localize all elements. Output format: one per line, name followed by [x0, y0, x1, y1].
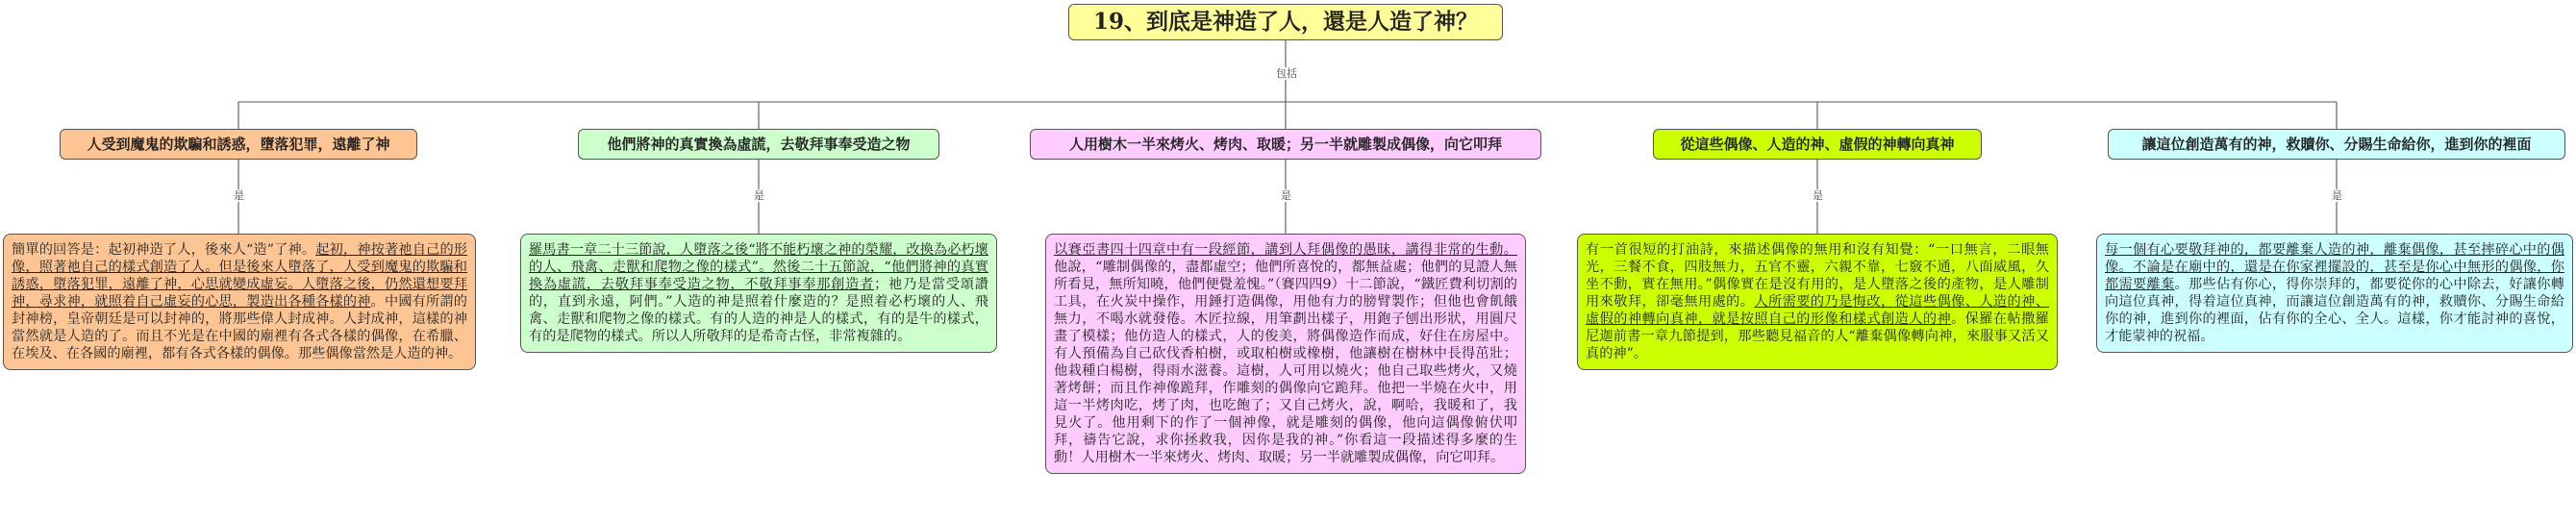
branch-4-detail-text-2: 人所需要的乃是悔改，從這些偶像、人造的神、虛假的神轉向真神，就是按照自己的形像和樣式創造人的神: [1586, 294, 2049, 327]
detail-connector-label-3: 是: [1281, 189, 1291, 202]
branch-4-topic: 從這些偶像、人造的神、虛假的神轉向真神: [1653, 129, 1982, 160]
central-topic: 19、到底是神造了人，還是人造了神？: [1068, 4, 1503, 40]
branch-5-detail: [2096, 234, 2573, 353]
detail-connector-label-4: 是: [1813, 189, 1823, 202]
branch-1-detail-text-2: 起初，神按著祂自己的形像，照著祂自己的樣式創造了人。但是後來人墮落了，人受到魔鬼的欺騙和誘惑，墮落犯罪，遠離了神，心思就變成虛妄。人墮落之後，仍然還想要拜神，尋求神，就照着自己虛妄的心思，製造出各種各樣的神: [12, 242, 467, 310]
branch-4-detail-text-3: 。保羅在帖撒羅尼迦前書一章九節提到，那些聽見福音的人“離棄偶像轉向神，來服事又活又真的神”。: [1586, 311, 2049, 361]
branch-3-topic: 人用樹木一半來烤火、烤肉、取暖；另一半就雕製成偶像，向它叩拜: [1030, 129, 1541, 160]
branch-5-detail-text-1: 每一個有心要敬拜神的，都要離棄人造的神，離棄偶像，甚至摔碎心中的偶像。不論是在廟中的，還是在你家裡擺設的，甚至是你心中無形的偶像，你都需要離棄: [2105, 242, 2564, 292]
branch-1-detail-text-3: 。中國有所謂的封神榜，皇帝朝廷是可以封神的，將那些偉人封成神。人封成神，這樣的神當然就是人造的了。而且不光是在中國的廟裡有各式各樣的偶像，在希臘、在埃及、在各國的廟裡，都有各式各樣的偶像。那些偶像當然是人造的神。: [12, 294, 467, 361]
detail-connector-label-2: 是: [754, 189, 764, 202]
branch-2-detail-text-1: 羅馬書一章二十三節說，人墮落之後“將不能朽壞之神的榮耀，改換為必朽壞的人、飛禽、走獸和爬物之像的樣式”。然後二十五節說，“他們將神的真實換為虛謊，去敬拜事奉受造之物，不敬拜事奉那創造者: [529, 242, 988, 292]
branch-5-topic: 讓這位創造萬有的神，救贖你、分賜生命給你，進到你的裡面: [2108, 129, 2565, 160]
branch-1-detail-text-1: 簡單的回答是：起初神造了人，後來人“造”了神。: [12, 242, 316, 258]
branch-5-detail-text-2: 。那些佔有你心，得你崇拜的，都要從你的心中除去，好讓你轉向這位真神，得着這位真神，而讓這位創造萬有的神，救贖你、分賜生命給你的神，進到你的裡面，佔有你的全心、全人。這樣，你才能討神的喜悅，才能蒙神的祝福。: [2105, 277, 2564, 344]
branch-3-detail-text-2: 他說，“雕制偶像的，盡都虛空；他們所喜悅的，都無益處；他們的見證人無所看見，無所知曉，他們便覺羞愧。”（賽四四9）十二節說，“鐵匠費利切割的工具，在火炭中操作，用錘打造偶像，用他有力的膀臂製作；但他也會飢餓無力，不喝水就發倦。木匠拉線，用筆劃出樣子，用鉋子刨出形狀，用圓尺畫了模樣；他仿造人的樣式，人的俊美，將偶像造作而成，好住在房屋中。有人預備為自己砍伐香柏樹，或取柏樹或橡樹，他讓樹在樹林中長得茁壯；他栽種白楊樹，得雨水滋養。這樹，人可用以燒火；他自己取些烤火，又燒著烤餅；而且作神像跪拜，作雕刻的偶像向它跪拜。他把一半燒在火中，用這一半烤肉吃，烤了肉，也吃飽了；又自己烤火，說，啊哈，我暖和了，我見火了。他用剩下的作了一個神像，就是雕刻的偶像，他向這偶像俯伏叩拜，禱告它說，求你拯救我，因你是我的神。”你看這一段描述得多麼的生動！人用樹木一半來烤火、烤肉、取暖；另一半就雕製成偶像，向它叩拜。: [1054, 260, 1517, 465]
branch-3-detail-text-1: 以賽亞書四十四章中有一段經節，講到人拜偶像的愚昧，講得非常的生動。: [1054, 242, 1517, 258]
connector-label: 包括: [1276, 67, 1297, 80]
branch-2-detail: [520, 234, 997, 353]
branch-4-detail-text-1: 有一首很短的打油詩，來描述偶像的無用和沒有知覺：“一口無言，二眼無光，三餐不食，四肢無力，五官不靈，六親不靠，七竅不通，八面威風，久坐不動，實在無用。”偶像實在是沒有用的，是人墮落之後的產物，是人雕制用來敬拜，卻毫無用處的。: [1586, 242, 2049, 310]
branch-1-topic: 人受到魔鬼的欺騙和誘惑，墮落犯罪，遠離了神: [60, 129, 417, 160]
branch-3-detail: [1045, 234, 1526, 474]
branch-2-detail-text-2: ；祂乃是當受頌讚的，直到永遠，阿們。”人造的神是照着什麼造的？是照着必朽壞的人、飛禽、走獸和爬物之像的樣式。有的人造的神是人的樣式，有的是牛的樣式，有的是爬物的樣式。所以人所敬拜的是希奇古怪，非常複雜的。: [529, 277, 988, 344]
branch-2-topic: 他們將神的真實換為虛謊，去敬拜事奉受造之物: [578, 129, 939, 160]
branch-1-detail: [3, 234, 476, 370]
detail-connector-label-5: 是: [2332, 189, 2342, 202]
branch-4-detail: [1577, 234, 2058, 370]
detail-connector-label-1: 是: [234, 189, 244, 202]
